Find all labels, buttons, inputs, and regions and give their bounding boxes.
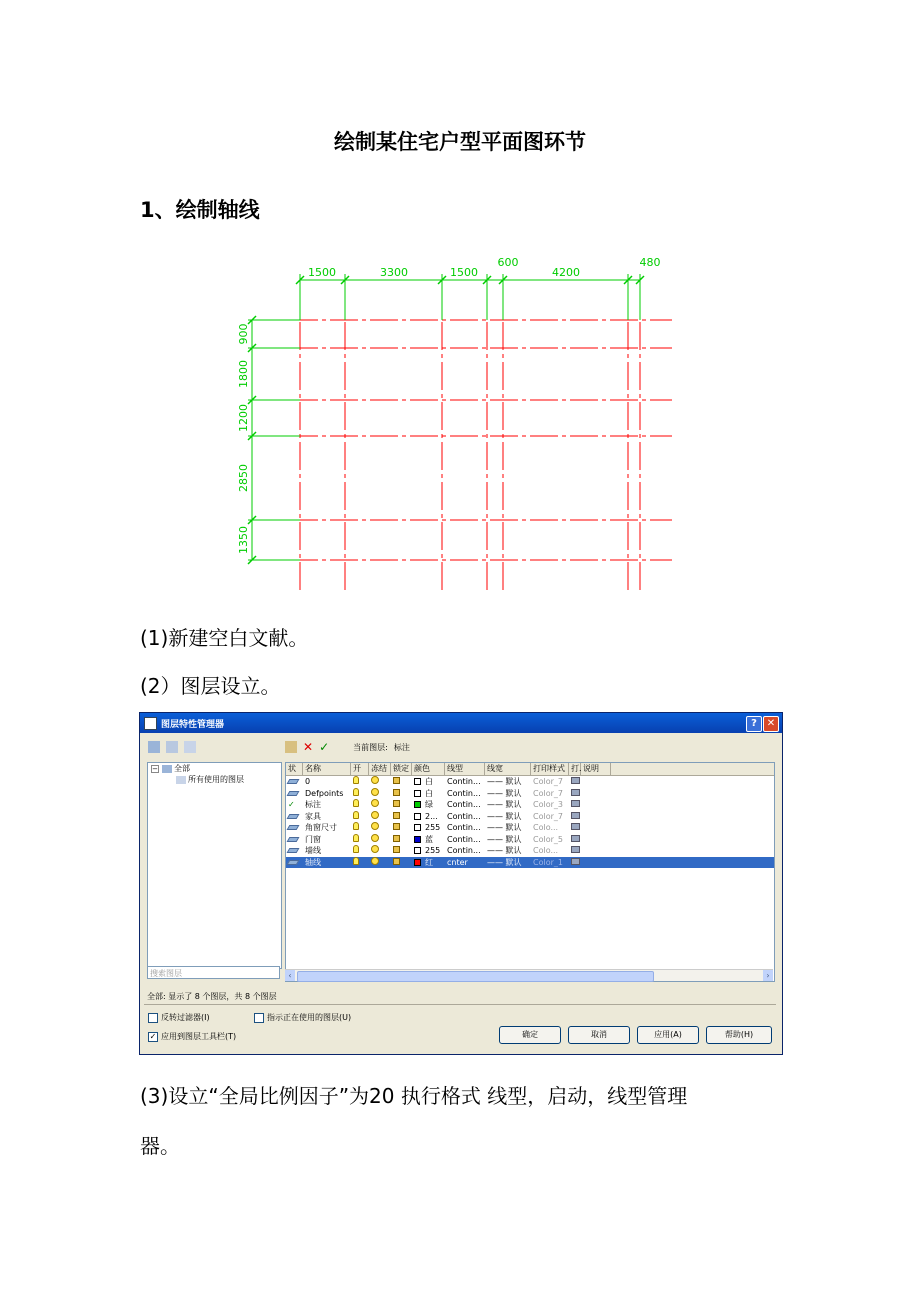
on-toggle: [351, 857, 369, 869]
layer-row[interactable]: [286, 857, 774, 869]
plot-toggle: [569, 811, 581, 823]
freeze-toggle: [369, 776, 391, 788]
printer-icon[interactable]: [571, 846, 580, 853]
plot-toggle: [569, 799, 581, 811]
lock-toggle: [391, 822, 412, 834]
help-icon[interactable]: ?: [746, 716, 762, 732]
left-dimension-label: 1350: [237, 526, 250, 554]
plot-toggle: [569, 834, 581, 846]
plot-toggle: [569, 822, 581, 834]
lock-icon[interactable]: [393, 835, 400, 842]
column-header[interactable]: 线型: [445, 763, 485, 775]
column-header[interactable]: 打.: [571, 764, 582, 773]
sun-icon[interactable]: [371, 834, 379, 842]
top-dimension-label: 1500: [450, 266, 478, 279]
lock-icon[interactable]: [393, 846, 400, 853]
layer-state-icon[interactable]: [184, 741, 196, 753]
tree-root[interactable]: − 全部: [152, 764, 190, 773]
lock-toggle: [391, 788, 412, 800]
checkbox-box[interactable]: [254, 1013, 264, 1023]
sun-icon[interactable]: [371, 822, 379, 830]
plot-toggle: [569, 776, 581, 788]
layer-plot-style: Color_5: [533, 834, 563, 844]
divider: [144, 1004, 776, 1005]
column-header[interactable]: 状: [286, 763, 303, 775]
axis-grid-drawing: [230, 252, 680, 597]
layer-description: [581, 845, 611, 857]
layer-row[interactable]: [286, 776, 774, 788]
lightbulb-icon[interactable]: [353, 857, 359, 865]
layer-name: 标注: [305, 800, 321, 809]
printer-icon[interactable]: [571, 789, 580, 796]
on-toggle: [351, 788, 369, 800]
step-1: (1)新建空白文献。: [140, 626, 309, 650]
app-icon: [144, 717, 157, 730]
invert-filter-checkbox[interactable]: [148, 1012, 210, 1023]
layer-plot-style: Color_3: [533, 800, 563, 809]
apply-toolbar-checkbox[interactable]: [148, 1031, 236, 1042]
color-name: 红: [425, 857, 433, 867]
filter-icon: [176, 776, 186, 784]
color-name: 白: [425, 777, 433, 786]
lock-toggle: [391, 834, 412, 846]
layer-plot-style: Color_7: [533, 788, 563, 798]
column-header[interactable]: 打印样式: [531, 763, 569, 775]
new-layer-icon[interactable]: [285, 741, 297, 753]
layer-name: 角窗尺寸: [305, 823, 337, 832]
layer-status-icon: [286, 834, 303, 846]
delete-layer-icon[interactable]: ✕: [303, 740, 314, 754]
lightbulb-icon[interactable]: [353, 834, 359, 842]
ok-button[interactable]: 确定: [499, 1026, 561, 1044]
apply-button[interactable]: 应用(A): [637, 1026, 699, 1044]
layer-description: [581, 799, 611, 811]
on-toggle: [351, 834, 369, 846]
layer-name: 门窗: [305, 834, 321, 844]
on-toggle: [351, 845, 369, 857]
sun-icon[interactable]: [371, 845, 379, 853]
layer-linetype: Contin...: [447, 811, 481, 821]
layer-linetype: Contin...: [447, 834, 481, 844]
layer-description: [581, 811, 611, 823]
horizontal-scrollbar[interactable]: [285, 969, 773, 981]
layer-color: [412, 788, 445, 800]
current-layer-value: 标注: [393, 742, 410, 752]
layer-lineweight: —— 默认: [487, 800, 522, 809]
left-dimension-label: 1800: [237, 360, 250, 388]
color-name: 蓝: [425, 834, 433, 844]
top-dimension-label: 1500: [308, 266, 336, 279]
layer-color: [412, 811, 445, 823]
left-dimension-label: 1200: [237, 404, 250, 432]
color-swatch[interactable]: [414, 824, 421, 831]
layers-icon: [162, 765, 172, 773]
lightbulb-icon[interactable]: [353, 776, 359, 784]
column-header[interactable]: 颜色: [412, 763, 445, 775]
column-header[interactable]: 线宽: [485, 763, 531, 775]
layer-list: [285, 762, 775, 982]
layer-description: [581, 857, 611, 869]
layer-list-header: [286, 763, 774, 776]
layer-plot-style: Colo...: [533, 846, 559, 855]
checkbox-checked-icon[interactable]: ✓: [149, 1031, 157, 1041]
top-dimension-label: 600: [497, 256, 519, 269]
plot-toggle: [569, 857, 581, 869]
color-swatch[interactable]: [414, 859, 421, 866]
lightbulb-icon[interactable]: [353, 799, 359, 807]
layer-plot-style: Color_7: [533, 777, 563, 786]
lock-icon[interactable]: [393, 777, 400, 784]
freeze-toggle: [369, 811, 391, 823]
lock-toggle: [391, 776, 412, 788]
tree-child[interactable]: [148, 774, 281, 785]
status-text: 全部: 显示了 8 个图层，共 8 个图层: [147, 992, 277, 1001]
layer-status-icon: [286, 822, 303, 834]
layer-toolbar: [285, 739, 410, 755]
plot-toggle: [569, 845, 581, 857]
set-current-icon[interactable]: ✓: [319, 740, 330, 754]
layer-lineweight: —— 默认: [487, 777, 522, 786]
sun-icon[interactable]: [371, 857, 379, 865]
lock-icon[interactable]: [393, 823, 400, 830]
lock-toggle: [391, 845, 412, 857]
layer-status-icon: [286, 845, 303, 857]
layer-linetype: cnter: [447, 857, 468, 867]
layer-name: 墙线: [305, 846, 321, 855]
layer-list-body: [286, 776, 774, 868]
search-layer-input[interactable]: 搜索图层: [147, 966, 280, 979]
layer-plot-style: Color_1: [533, 857, 563, 867]
new-group-filter-icon[interactable]: [166, 741, 178, 753]
printer-icon[interactable]: [571, 823, 580, 830]
lock-icon[interactable]: [393, 858, 400, 865]
column-header[interactable]: 开: [351, 763, 369, 775]
color-name: 白: [425, 788, 433, 798]
layer-row[interactable]: [286, 834, 774, 846]
color-swatch[interactable]: [414, 778, 421, 785]
layer-status-icon: [286, 857, 303, 869]
layer-name: 0: [305, 777, 311, 786]
freeze-toggle: [369, 845, 391, 857]
sun-icon[interactable]: [371, 811, 379, 819]
lock-toggle: [391, 799, 412, 811]
lock-toggle: [391, 857, 412, 869]
freeze-toggle: [369, 834, 391, 846]
layer-status-icon: ✓: [288, 800, 295, 809]
lock-icon[interactable]: [393, 800, 400, 807]
lock-toggle: [391, 811, 412, 823]
layer-linetype: Contin...: [447, 777, 481, 786]
show-used-label: 指示正在使用的图层(U): [267, 1013, 352, 1022]
filter-toolbar: [148, 739, 196, 755]
cancel-button[interactable]: 取消: [568, 1026, 630, 1044]
sun-icon[interactable]: [371, 788, 379, 796]
new-property-filter-icon[interactable]: [148, 741, 160, 753]
printer-icon[interactable]: [571, 835, 580, 842]
freeze-toggle: [369, 857, 391, 869]
layer-row[interactable]: [286, 799, 774, 811]
column-header[interactable]: 说明: [581, 763, 611, 775]
on-toggle: [351, 799, 369, 811]
layer-status-icon: [286, 776, 303, 788]
show-used-checkbox[interactable]: [254, 1012, 351, 1023]
color-swatch[interactable]: [414, 790, 421, 797]
layer-lineweight: —— 默认: [487, 834, 522, 844]
document-title: 绘制某住宅户型平面图环节: [334, 130, 586, 154]
layer-description: [581, 822, 611, 834]
layer-lineweight: —— 默认: [487, 811, 522, 821]
printer-icon[interactable]: [571, 800, 580, 807]
dialog-title: 图层特性管理器: [161, 719, 225, 730]
step-3-continued: 器。: [140, 1134, 180, 1158]
tree-root-label: 全部: [174, 764, 190, 773]
scroll-right-icon[interactable]: ›: [763, 970, 773, 981]
sun-icon[interactable]: [371, 799, 379, 807]
layer-color: [412, 845, 445, 857]
layer-plot-style: Color_7: [533, 811, 563, 821]
tree-child-label: 所有使用的图层: [188, 775, 244, 784]
layer-description: [581, 834, 611, 846]
color-swatch[interactable]: [414, 836, 421, 843]
step-3: (3)设立“全局比例因子”为20 执行格式 线型，启动，线型管理: [140, 1084, 688, 1108]
layer-linetype: Contin...: [447, 823, 481, 832]
layer-row[interactable]: [286, 822, 774, 834]
close-icon[interactable]: ✕: [763, 716, 779, 732]
on-toggle: [351, 811, 369, 823]
layer-description: [581, 776, 611, 788]
freeze-toggle: [369, 799, 391, 811]
layer-row[interactable]: [286, 788, 774, 800]
lightbulb-icon[interactable]: [353, 811, 359, 819]
color-swatch[interactable]: [414, 813, 421, 820]
lock-icon[interactable]: [393, 789, 400, 796]
current-layer-label: 当前图层:: [353, 742, 388, 752]
layer-lineweight: —— 默认: [487, 846, 522, 855]
layer-lineweight: —— 默认: [487, 823, 522, 832]
layer-lineweight: —— 默认: [487, 857, 522, 867]
layer-row[interactable]: [286, 845, 774, 857]
left-dimension-label: 900: [237, 323, 250, 345]
lightbulb-icon[interactable]: [353, 822, 359, 830]
color-name: 绿: [425, 800, 433, 809]
layer-color: [412, 857, 445, 869]
checkbox-box[interactable]: [148, 1013, 158, 1023]
color-swatch[interactable]: [414, 801, 421, 808]
apply-toolbar-label: 应用到图层工具栏(T): [161, 1032, 237, 1041]
printer-icon[interactable]: [571, 858, 580, 865]
freeze-toggle: [369, 788, 391, 800]
lock-icon[interactable]: [393, 812, 400, 819]
top-dimension-label: 480: [639, 256, 661, 269]
layer-name: Defpoints: [305, 788, 344, 798]
filter-tree[interactable]: [147, 762, 282, 969]
layer-linetype: Contin...: [447, 788, 481, 798]
layer-plot-style: Colo...: [533, 823, 559, 832]
color-name: 255: [425, 823, 441, 832]
layer-status-icon: [286, 788, 303, 800]
column-header[interactable]: 冻结: [369, 763, 391, 775]
dialog-titlebar: [140, 713, 782, 733]
color-swatch[interactable]: [414, 847, 421, 854]
layer-name: 轴线: [305, 857, 321, 867]
layer-name: 家具: [305, 811, 321, 821]
layer-properties-dialog: [139, 712, 783, 1055]
layer-linetype: Contin...: [447, 846, 481, 855]
on-toggle: [351, 822, 369, 834]
layer-row[interactable]: [286, 811, 774, 823]
lightbulb-icon[interactable]: [353, 788, 359, 796]
layer-lineweight: —— 默认: [487, 788, 522, 798]
color-name: 255: [425, 846, 441, 855]
top-dimension-label: 3300: [380, 266, 408, 279]
layer-description: [581, 788, 611, 800]
lightbulb-icon[interactable]: [353, 845, 359, 853]
color-name: 2...: [425, 811, 438, 821]
freeze-toggle: [369, 822, 391, 834]
scroll-left-icon[interactable]: ‹: [285, 970, 295, 981]
help-button[interactable]: 帮助(H): [706, 1026, 772, 1044]
step-2: (2）图层设立。: [140, 674, 281, 698]
scroll-thumb[interactable]: [297, 971, 654, 982]
printer-icon[interactable]: [571, 777, 580, 784]
top-dimension-label: 4200: [552, 266, 580, 279]
plot-toggle: [569, 788, 581, 800]
column-header[interactable]: 锁定: [391, 763, 412, 775]
on-toggle: [351, 776, 369, 788]
layer-linetype: Contin...: [447, 800, 481, 809]
layer-status-icon: [286, 811, 303, 823]
layer-color: [412, 799, 445, 811]
layer-color: [412, 776, 445, 788]
printer-icon[interactable]: [571, 812, 580, 819]
column-header[interactable]: 名称: [303, 763, 351, 775]
sun-icon[interactable]: [371, 776, 379, 784]
layer-color: [412, 822, 445, 834]
section-heading: 1、绘制轴线: [140, 198, 260, 222]
left-dimension-label: 2850: [237, 464, 250, 492]
invert-filter-label: 反转过滤器(I): [161, 1013, 210, 1022]
layer-color: [412, 834, 445, 846]
